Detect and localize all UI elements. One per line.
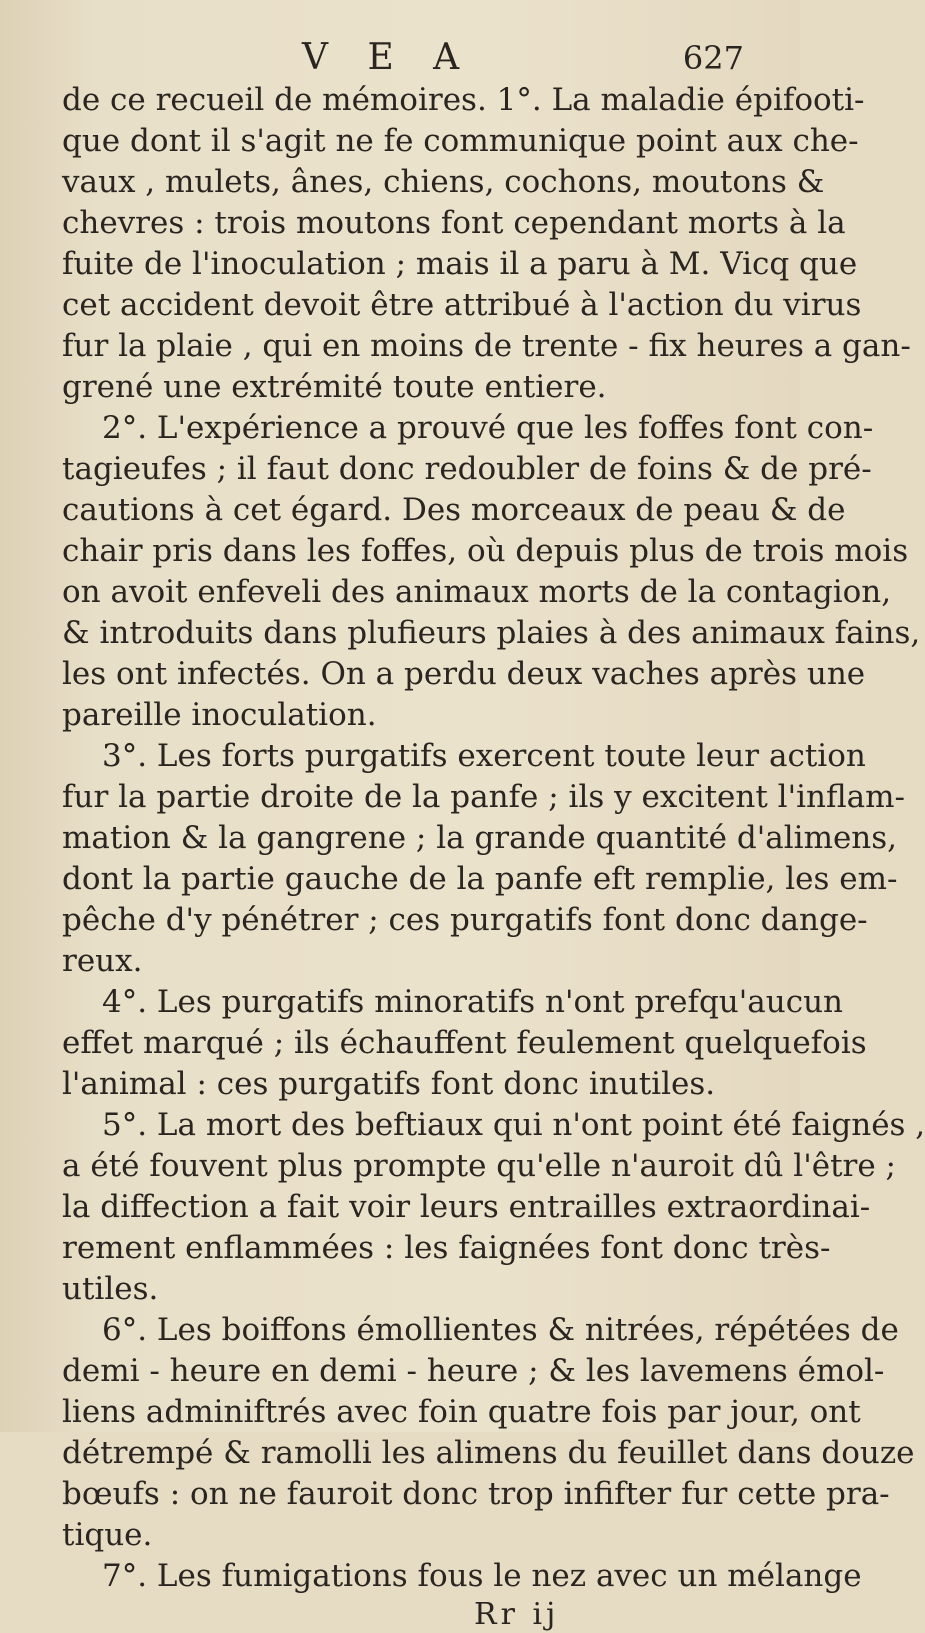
- paragraph-start-line: 5°. La mort des beftiaux qui n'ont point été faignés ,: [102, 1107, 925, 1143]
- text-line: reux.: [62, 943, 143, 979]
- text-line: demi - heure en demi - heure ; & les lavemens émol-: [62, 1353, 885, 1389]
- text-line: pêche d'y pénétrer ; ces purgatifs font donc dange-: [62, 902, 868, 938]
- text-line: dont la partie gauche de la panfe eft remplie, les em-: [62, 861, 898, 897]
- text-line: bœufs : on ne fauroit donc trop infifter fur cette pra-: [62, 1476, 890, 1512]
- text-line: effet marqué ; ils échauffent feulement quelquefois: [62, 1025, 867, 1061]
- text-line: a été fouvent plus prompte qu'elle n'auroit dû l'être ;: [62, 1148, 897, 1184]
- text-line: la diffection a fait voir leurs entrailles extraordinai-: [62, 1189, 871, 1225]
- signature-mark: Rr ij: [474, 1597, 560, 1632]
- text-line: mation & la gangrene ; la grande quantité d'alimens,: [62, 820, 898, 856]
- text-line: grené une extrémité toute entiere.: [62, 369, 607, 405]
- paragraph-start-line: 2°. L'expérience a prouvé que les foffes font con-: [102, 410, 874, 446]
- text-line: chair pris dans les foffes, où depuis plus de trois mois: [62, 533, 909, 569]
- text-line: chevres : trois moutons font cependant morts à la: [62, 205, 846, 241]
- page-number: 627: [682, 39, 744, 77]
- text-line: l'animal : ces purgatifs font donc inutiles.: [62, 1066, 716, 1102]
- text-line: vaux , mulets, ânes, chiens, cochons, moutons &: [62, 164, 825, 200]
- paragraph-start-line: 4°. Les purgatifs minoratifs n'ont prefqu'aucun: [102, 984, 844, 1020]
- text-line: cet accident devoit être attribué à l'action du virus: [62, 287, 862, 323]
- text-line: cautions à cet égard. Des morceaux de peau & de: [62, 492, 846, 528]
- text-line: fur la partie droite de la panfe ; ils y excitent l'inflam-: [62, 779, 906, 815]
- text-line: de ce recueil de mémoires. 1°. La maladie épifooti-: [62, 82, 865, 118]
- text-line: pareille inoculation.: [62, 697, 377, 733]
- paragraph-start-line: 6°. Les boiffons émollientes & nitrées, répétées de: [102, 1312, 899, 1348]
- text-line: tique.: [62, 1517, 153, 1553]
- text-line: & introduits dans plufieurs plaies à des animaux fains,: [62, 615, 921, 651]
- text-line: les ont infectés. On a perdu deux vaches après une: [62, 656, 866, 692]
- text-line: tagieufes ; il faut donc redoubler de foins & de pré-: [62, 451, 872, 487]
- paragraph-start-line: 7°. Les fumigations fous le nez avec un mélange: [102, 1558, 862, 1594]
- text-line: détrempé & ramolli les alimens du feuillet dans douze: [62, 1435, 915, 1471]
- text-line: on avoit enfeveli des animaux morts de la contagion,: [62, 574, 892, 610]
- text-line: que dont il s'agit ne fe communique point aux che-: [62, 123, 859, 159]
- text-line: fuite de l'inoculation ; mais il a paru à M. Vicq que: [62, 246, 858, 282]
- text-line: rement enflammées : les faignées font donc très-: [62, 1230, 831, 1266]
- paragraph-start-line: 3°. Les forts purgatifs exercent toute leur action: [102, 738, 866, 774]
- running-head-title: V E A: [302, 37, 474, 78]
- text-line: utiles.: [62, 1271, 159, 1307]
- text-line: fur la plaie , qui en moins de trente - fix heures a gan-: [62, 328, 911, 364]
- text-line: liens adminiftrés avec foin quatre fois par jour, ont: [62, 1394, 861, 1430]
- body-text: [62, 80, 925, 1597]
- running-head: [62, 36, 744, 80]
